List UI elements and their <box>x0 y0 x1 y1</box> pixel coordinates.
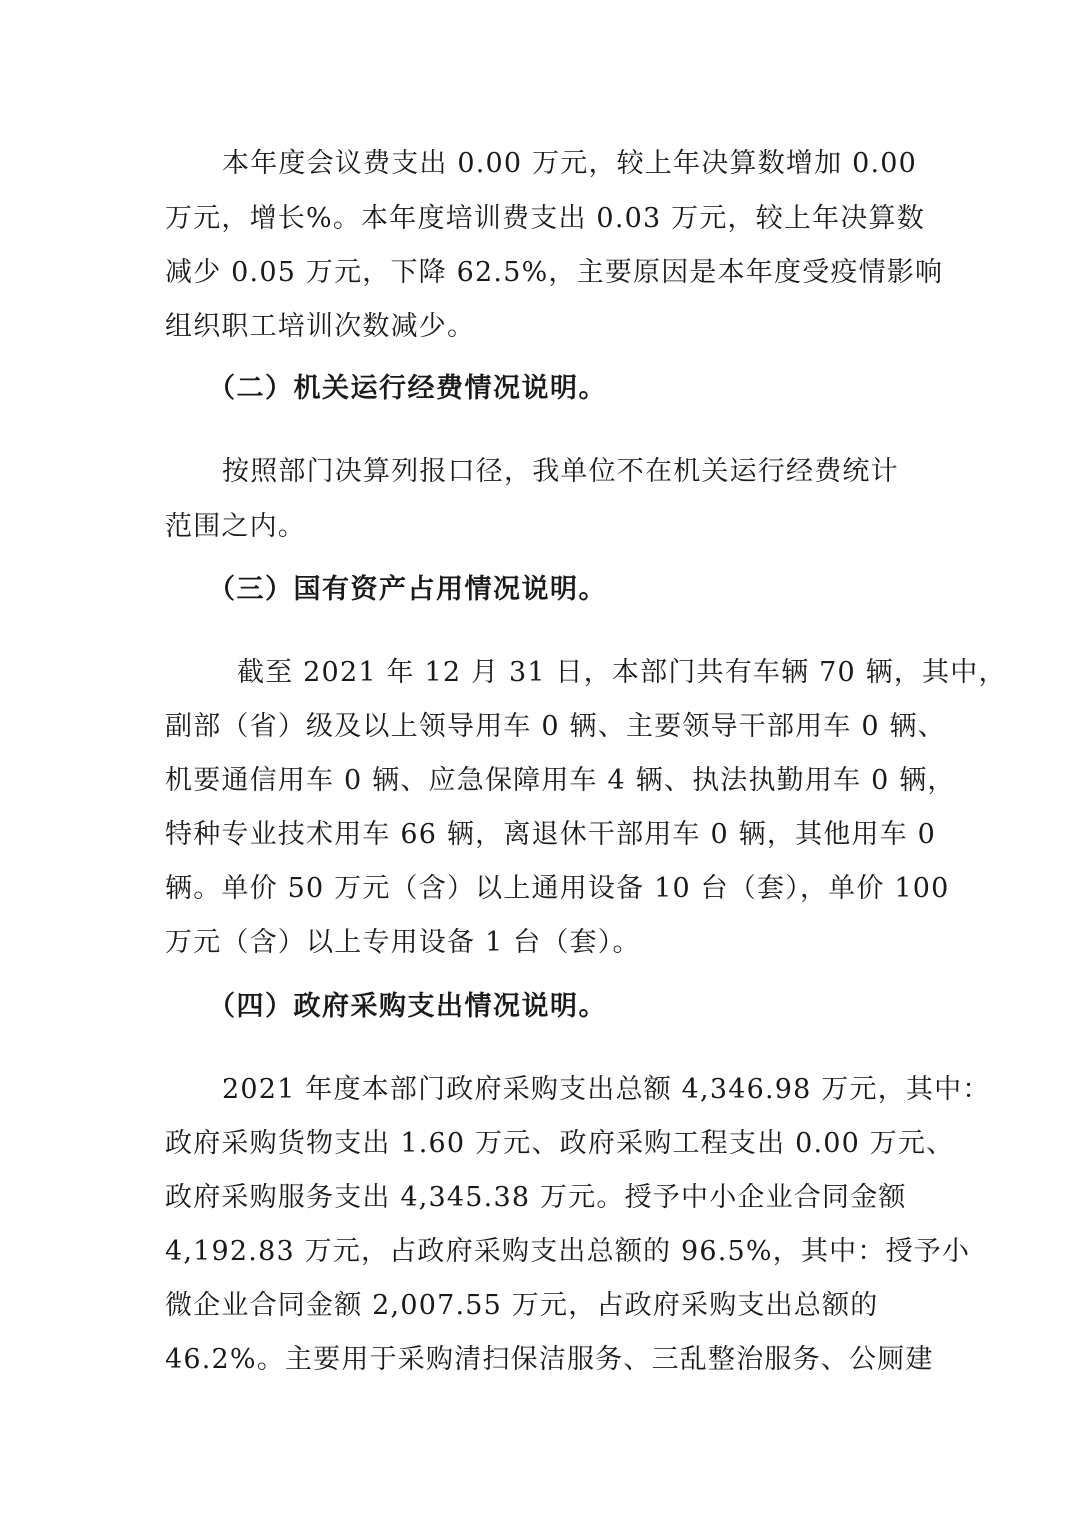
paragraph-line: 政府采购货物支出 1.60 万元、政府采购工程支出 0.00 万元、 <box>165 1128 955 1159</box>
paragraph-line: 按照部门决算列报口径，我单位不在机关运行经费统计 <box>222 456 899 487</box>
paragraph-line: 微企业合同金额 2,007.55 万元，占政府采购支出总额的 <box>165 1290 879 1321</box>
section-heading-2: （二）机关运行经费情况说明。 <box>208 373 607 404</box>
paragraph-line: 46.2%。主要用于采购清扫保洁服务、三乱整治服务、公厕建 <box>165 1344 934 1375</box>
paragraph-line: 万元（含）以上专用设备 1 台（套）。 <box>165 927 641 958</box>
paragraph-line: 范围之内。 <box>165 511 306 542</box>
paragraph-line: 辆。单价 50 万元（含）以上通用设备 10 台（套），单价 100 <box>165 873 950 904</box>
section-heading-4: （四）政府采购支出情况说明。 <box>208 991 607 1022</box>
paragraph-line: 本年度会议费支出 0.00 万元，较上年决算数增加 0.00 <box>222 148 917 179</box>
paragraph-line: 政府采购服务支出 4,345.38 万元。授予中小企业合同金额 <box>165 1182 907 1213</box>
section-heading-3: （三）国有资产占用情况说明。 <box>208 574 607 605</box>
paragraph-line: 减少 0.05 万元，下降 62.5%，主要原因是本年度受疫情影响 <box>165 257 944 288</box>
paragraph-line: 截至 2021 年 12 月 31 日，本部门共有车辆 70 辆，其中， <box>237 657 1007 688</box>
paragraph-line: 特种专业技术用车 66 辆，离退休干部用车 0 辆，其他用车 0 <box>165 819 937 850</box>
paragraph-line: 组织职工培训次数减少。 <box>165 311 476 342</box>
paragraph-line: 机要通信用车 0 辆、应急保障用车 4 辆、执法执勤用车 0 辆， <box>165 765 956 796</box>
paragraph-line: 4,192.83 万元，占政府采购支出总额的 96.5%，其中：授予小 <box>165 1236 971 1267</box>
paragraph-line: 2021 年度本部门政府采购支出总额 4,346.98 万元，其中： <box>222 1074 991 1105</box>
paragraph-line: 万元，增长%。本年度培训费支出 0.03 万元，较上年决算数 <box>165 203 925 234</box>
paragraph-line: 副部（省）级及以上领导用车 0 辆、主要领导干部用车 0 辆、 <box>165 711 946 742</box>
